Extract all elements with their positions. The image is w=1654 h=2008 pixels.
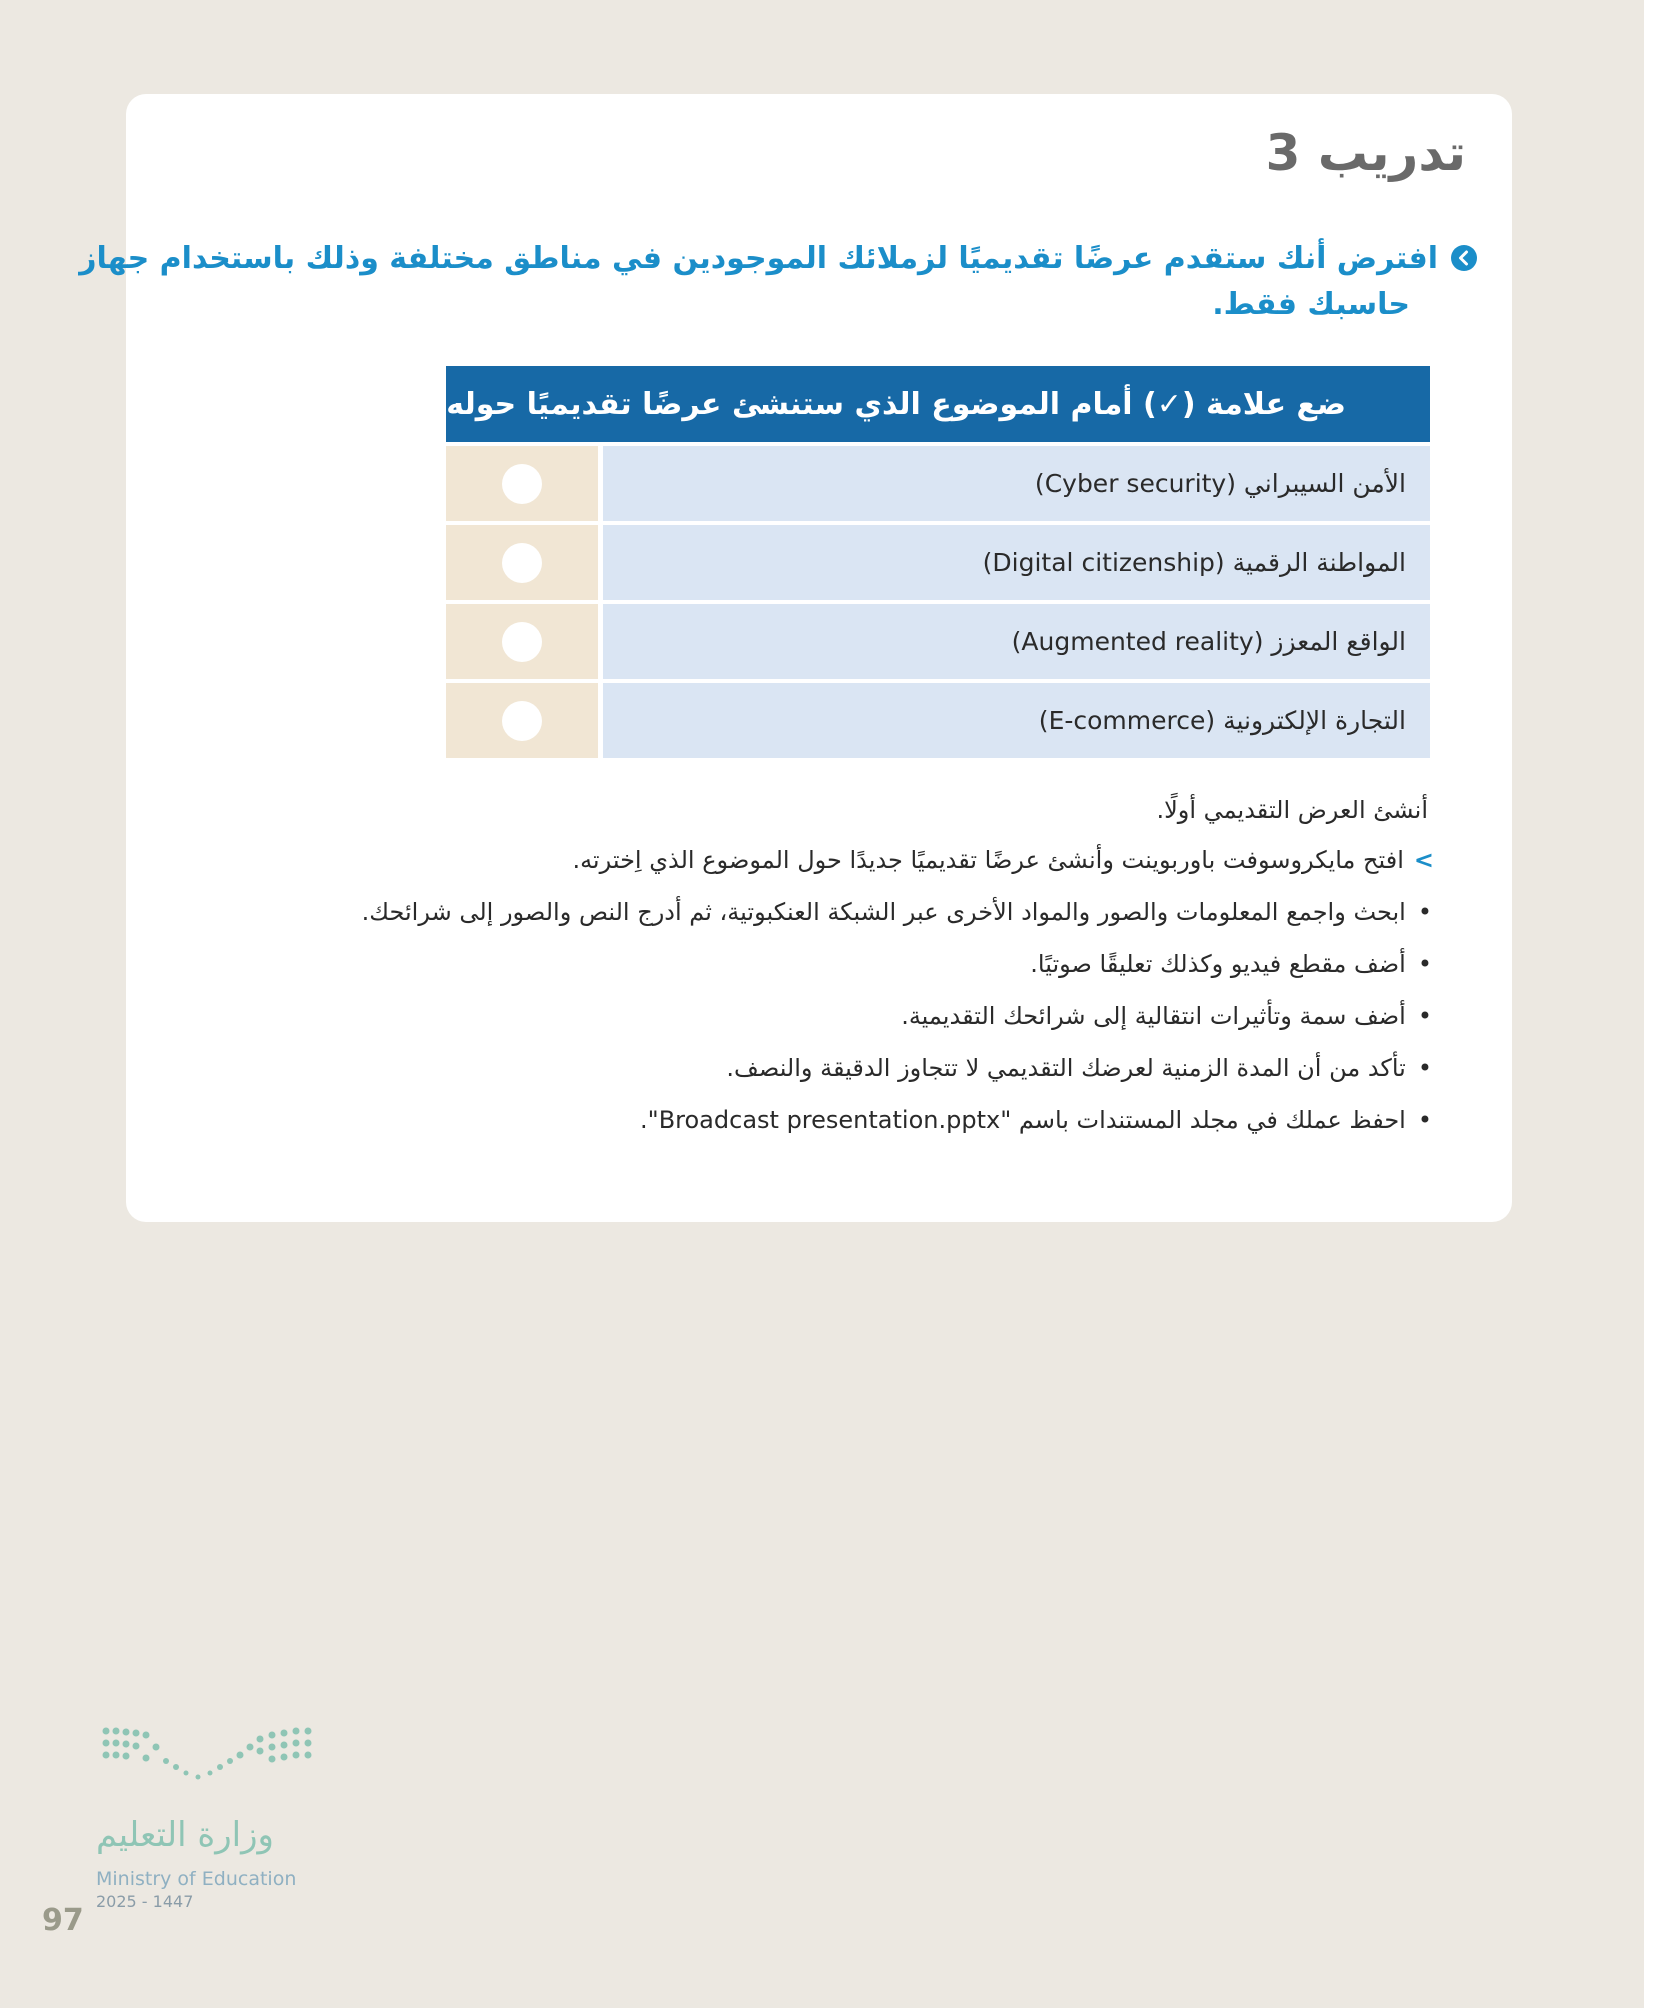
step-instruction <box>572 846 1434 874</box>
check-cell[interactable] <box>446 683 598 758</box>
list-item-text: احفظ عملك في مجلد المستندات باسم "Broadcast presentation.pptx". <box>640 1106 1406 1134</box>
check-circle[interactable] <box>502 543 542 583</box>
list-item <box>1030 950 1432 978</box>
chevron-circle-icon <box>1450 244 1478 272</box>
topic-cell: الواقع المعزز (Augmented reality) <box>603 604 1430 679</box>
topic-cell: التجارة الإلكترونية (E-commerce) <box>603 683 1430 758</box>
list-item-text: أضف مقطع فيديو وكذلك تعليقًا صوتيًا. <box>1030 950 1406 978</box>
table-row <box>446 446 1430 521</box>
step-text: افتح مايكروسوفت باوربوينت وأنشئ عرضًا تقديميًا جديدًا حول الموضوع الذي اِخترته. <box>572 846 1404 874</box>
bullet-icon: • <box>1417 950 1432 978</box>
page-number: 97 <box>42 1903 84 1938</box>
exercise-title: تدريب 3 <box>1265 124 1466 182</box>
exercise-card <box>79 94 1512 1222</box>
bullet-icon: • <box>1417 1002 1432 1030</box>
check-circle[interactable] <box>502 701 542 741</box>
table-row <box>446 525 1430 600</box>
ministry-name-ar: وزارة التعليم <box>96 1815 274 1855</box>
intro-line-2: حاسبك فقط. <box>1212 287 1410 322</box>
exercise-intro <box>79 236 1438 328</box>
bullet-icon: • <box>1417 1054 1432 1082</box>
list-item-text: ابحث واجمع المعلومات والصور والمواد الأخرى عبر الشبكة العنكبوتية، ثم أدرج النص والصور إلى شرائحك. <box>361 898 1406 926</box>
table-header: ضع علامة (✓) أمام الموضوع الذي ستنشئ عرضًا تقديميًا حوله: <box>446 366 1430 442</box>
list-item <box>362 898 1432 926</box>
check-cell[interactable] <box>446 604 598 679</box>
intro-line-1: افترض أنك ستقدم عرضًا تقديميًا لزملائك الموجودين في مناطق مختلفة وذلك باستخدام جهاز <box>79 241 1438 276</box>
table-row <box>446 604 1430 679</box>
check-circle[interactable] <box>502 622 542 662</box>
list-item <box>640 1106 1432 1134</box>
check-cell[interactable] <box>446 446 598 521</box>
list-item <box>726 1054 1432 1082</box>
page-edge <box>1644 0 1654 2008</box>
list-item-text: تأكد من أن المدة الزمنية لعرضك التقديمي لا تتجاوز الدقيقة والنصف. <box>726 1054 1406 1082</box>
table-row <box>446 683 1430 758</box>
topic-cell: المواطنة الرقمية (Digital citizenship) <box>603 525 1430 600</box>
list-item-text: أضف سمة وتأثيرات انتقالية إلى شرائحك التقديمية. <box>901 1002 1406 1030</box>
ministry-year: 2025 - 1447 <box>96 1892 194 1911</box>
check-cell[interactable] <box>446 525 598 600</box>
step-arrow-icon: > <box>1413 846 1434 874</box>
lead-instruction: أنشئ العرض التقديمي أولًا. <box>1156 796 1428 824</box>
bullet-icon: • <box>1417 898 1432 926</box>
ministry-name-en: Ministry of Education <box>96 1868 297 1890</box>
topic-cell: الأمن السيبراني (Cyber security) <box>603 446 1430 521</box>
topic-table <box>434 366 1430 758</box>
check-circle[interactable] <box>502 464 542 504</box>
bullet-icon: • <box>1417 1106 1432 1134</box>
list-item <box>901 1002 1432 1030</box>
